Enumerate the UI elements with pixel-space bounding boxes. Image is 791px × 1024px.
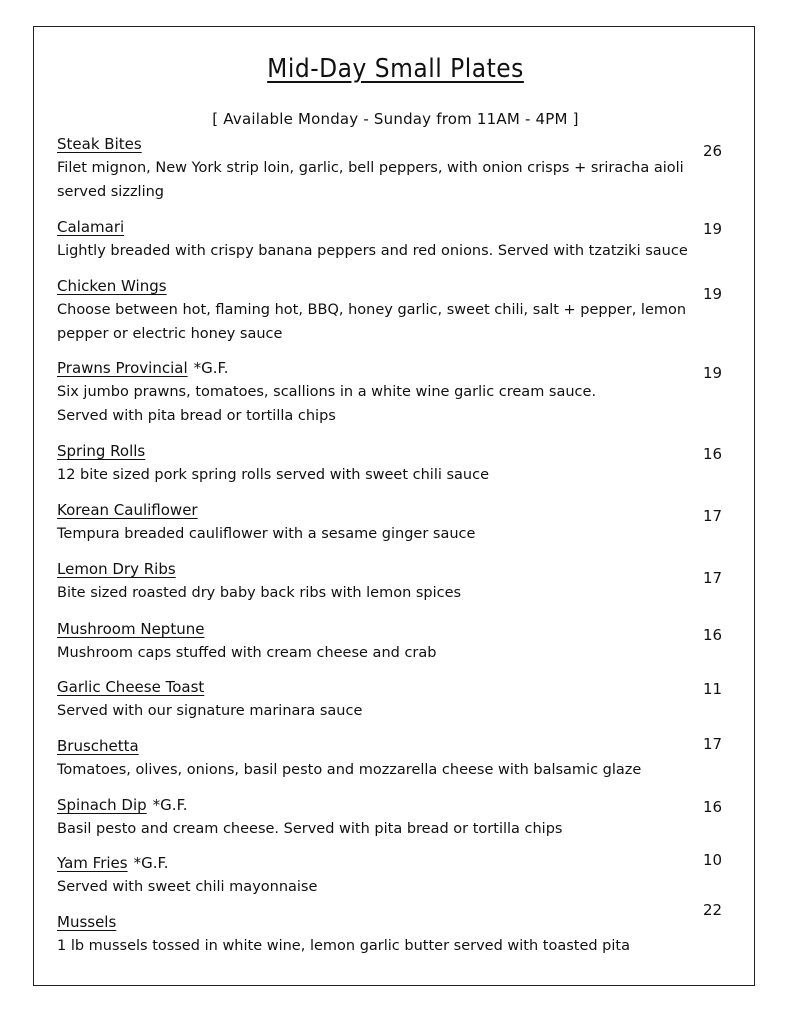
- item-name: Spinach Dip: [57, 796, 147, 814]
- item-tag: *G.F.: [152, 796, 188, 814]
- menu-item: [57, 277, 697, 346]
- item-tag: *G.F.: [193, 359, 229, 377]
- item-description: Mushroom caps stuffed with cream cheese and crab: [57, 645, 437, 661]
- menu-title: Mid-Day Small Plates: [267, 54, 524, 84]
- item-name: Lemon Dry Ribs: [57, 560, 176, 578]
- item-name: Chicken Wings: [57, 277, 167, 295]
- item-price: 10: [703, 851, 723, 869]
- item-description: Tomatoes, olives, onions, basil pesto and mozzarella cheese with balsamic glaze: [57, 762, 642, 778]
- item-description: Served with sweet chili mayonnaise: [57, 879, 318, 895]
- menu-item: [57, 913, 697, 958]
- item-price: 22: [703, 901, 723, 919]
- item-name: Calamari: [57, 218, 125, 236]
- item-description: Basil pesto and cream cheese. Served with pita bread or tortilla chips: [57, 821, 563, 837]
- menu-item: [57, 560, 697, 605]
- item-name: Mushroom Neptune: [57, 620, 205, 638]
- item-name: Mussels: [57, 913, 117, 931]
- item-name: Bruschetta: [57, 737, 139, 755]
- menu-item: [57, 678, 697, 723]
- availability-note: [ Available Monday - Sunday from 11AM - 4PM ]: [212, 110, 579, 128]
- item-price: 17: [703, 507, 723, 525]
- item-description: 1 lb mussels tossed in white wine, lemon garlic butter served with toasted pita: [57, 938, 630, 954]
- menu-item: [57, 854, 697, 899]
- item-name: Spring Rolls: [57, 442, 146, 460]
- item-description: Bite sized roasted dry baby back ribs with lemon spices: [57, 585, 462, 601]
- item-description: Six jumbo prawns, tomatoes, scallions in a white wine garlic cream sauce. Served with pita bread or tortilla chips: [57, 384, 597, 424]
- item-price: 17: [703, 735, 723, 753]
- item-name: Yam Fries: [57, 854, 128, 872]
- menu-item: [57, 620, 697, 665]
- item-description: Filet mignon, New York strip loin, garlic, bell peppers, with onion crisps + sriracha aioli served sizzling: [57, 160, 684, 200]
- item-price: 16: [703, 445, 723, 463]
- item-name: Steak Bites: [57, 135, 142, 153]
- item-price: 16: [703, 798, 723, 816]
- item-price: 19: [703, 285, 723, 303]
- item-name: Garlic Cheese Toast: [57, 678, 205, 696]
- item-price: 17: [703, 569, 723, 587]
- item-tag: *G.F.: [133, 854, 169, 872]
- item-description: Served with our signature marinara sauce: [57, 703, 363, 719]
- item-price: 11: [703, 680, 723, 698]
- menu-item: [57, 135, 697, 204]
- item-description: 12 bite sized pork spring rolls served with sweet chili sauce: [57, 467, 490, 483]
- menu-item: [57, 359, 697, 428]
- item-name: Prawns Provincial: [57, 359, 188, 377]
- item-description: Lightly breaded with crispy banana peppers and red onions. Served with tzatziki sauce: [57, 243, 688, 259]
- item-name: Korean Cauliflower: [57, 501, 198, 519]
- menu-item: [57, 737, 697, 782]
- menu-item: [57, 501, 697, 546]
- item-price: 26: [703, 142, 723, 160]
- item-price: 19: [703, 220, 723, 238]
- item-price: 16: [703, 626, 723, 644]
- menu-item: [57, 442, 697, 487]
- item-description: Tempura breaded cauliflower with a sesame ginger sauce: [57, 526, 476, 542]
- item-price: 19: [703, 364, 723, 382]
- menu-item: [57, 796, 697, 841]
- menu-item: [57, 218, 697, 263]
- item-description: Choose between hot, flaming hot, BBQ, honey garlic, sweet chili, salt + pepper, lemon pepper or electric honey sauce: [57, 302, 687, 342]
